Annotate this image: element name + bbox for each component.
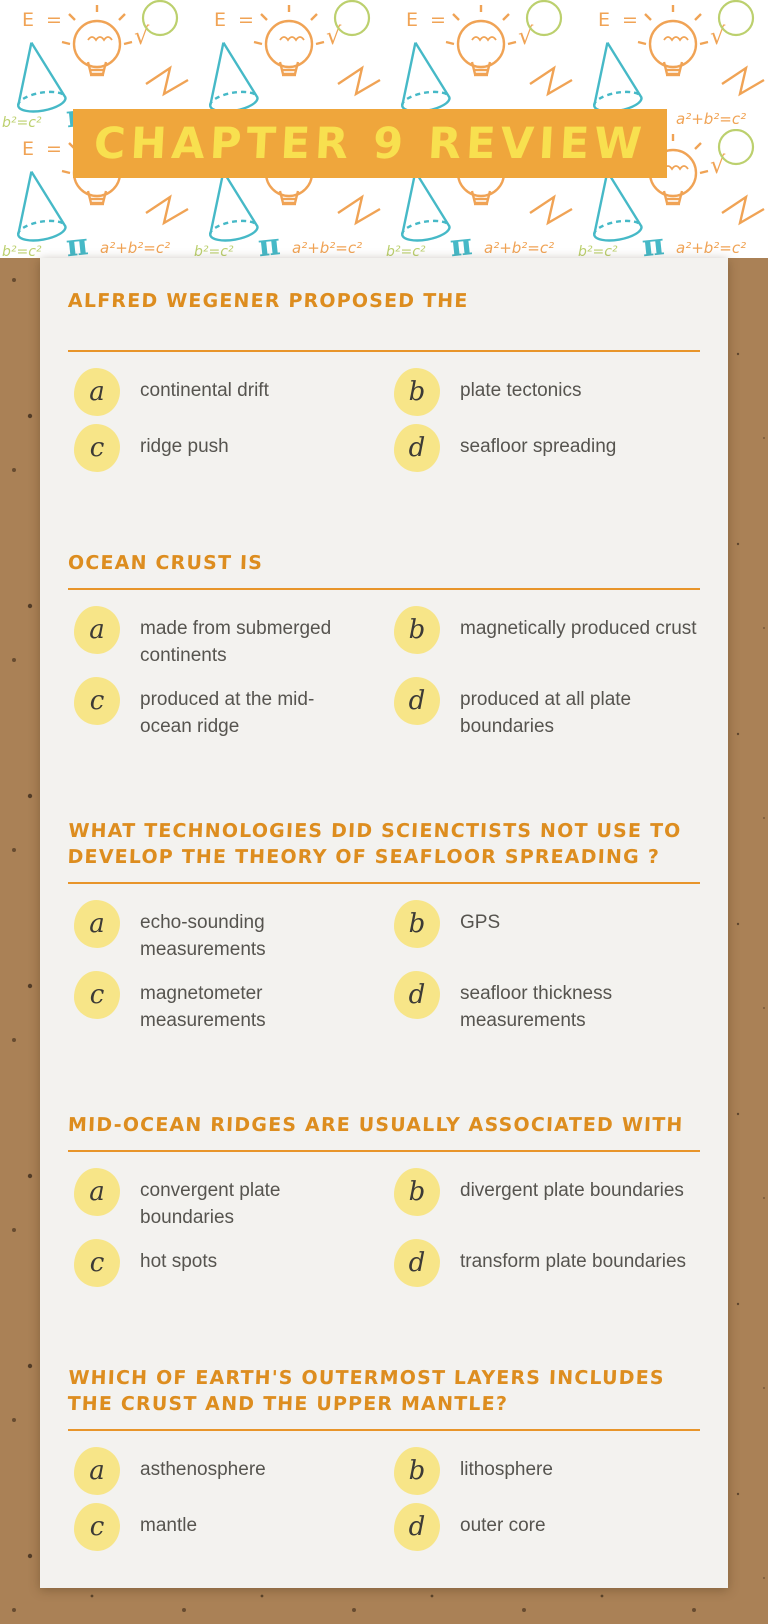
option-letter: b xyxy=(408,909,426,939)
options-grid xyxy=(74,900,700,1034)
option-label: produced at the mid-ocean ridge xyxy=(140,689,315,737)
options-grid xyxy=(74,606,700,740)
question-divider xyxy=(68,882,700,884)
question-title: WHICH OF EARTH'S OUTERMOST LAYERS INCLUDES THE CRUST AND THE UPPER MANTLE? xyxy=(67,1367,666,1415)
option-letter-badge xyxy=(74,1503,120,1551)
option-a[interactable] xyxy=(74,368,374,416)
option-letter-badge xyxy=(74,424,120,472)
option-letter-badge xyxy=(394,368,440,416)
option-letter-badge xyxy=(394,971,440,1019)
option-label: ridge push xyxy=(140,436,229,457)
option-d[interactable] xyxy=(394,677,700,740)
title-banner xyxy=(73,109,667,178)
option-c[interactable] xyxy=(74,971,374,1034)
page-title: CHAPTER 9 REVIEW xyxy=(92,118,648,169)
option-c[interactable] xyxy=(74,1503,374,1551)
option-letter-badge xyxy=(74,368,120,416)
question-title: MID-OCEAN RIDGES ARE USUALLY ASSOCIATED WITH xyxy=(67,1114,684,1136)
kraft-background xyxy=(0,258,768,1624)
option-letter: a xyxy=(89,1177,105,1207)
option-letter: d xyxy=(408,1512,426,1542)
option-letter-badge xyxy=(394,1503,440,1551)
question-divider xyxy=(68,1150,700,1152)
question-block-1 xyxy=(68,288,700,472)
option-c[interactable] xyxy=(74,1239,374,1287)
option-letter-badge xyxy=(74,1447,120,1495)
option-letter: a xyxy=(89,909,105,939)
option-label: divergent plate boundaries xyxy=(460,1180,684,1201)
option-letter-badge xyxy=(394,900,440,948)
option-label: convergent plate boundaries xyxy=(140,1180,281,1228)
question-title: OCEAN CRUST IS xyxy=(67,552,264,574)
option-letter-badge xyxy=(74,1239,120,1287)
options-grid xyxy=(74,1168,700,1287)
question-title: ALFRED WEGENER PROPOSED THE xyxy=(67,290,469,312)
worksheet-card xyxy=(40,258,728,1588)
options-grid xyxy=(74,1447,700,1551)
option-label: continental drift xyxy=(140,380,269,401)
option-letter-badge xyxy=(394,606,440,654)
option-letter: c xyxy=(89,980,105,1010)
option-a[interactable] xyxy=(74,1447,374,1495)
option-letter: d xyxy=(408,686,426,716)
option-label: lithosphere xyxy=(460,1459,553,1480)
option-d[interactable] xyxy=(394,424,700,472)
option-c[interactable] xyxy=(74,424,374,472)
question-block-5 xyxy=(68,1365,700,1551)
question-divider xyxy=(68,1429,700,1431)
option-label: echo-sounding measurements xyxy=(140,912,266,960)
option-d[interactable] xyxy=(394,1239,700,1287)
option-label: seafloor spreading xyxy=(460,436,617,457)
option-letter: b xyxy=(408,1456,426,1486)
option-letter: d xyxy=(408,980,426,1010)
option-a[interactable] xyxy=(74,1168,374,1231)
option-letter-badge xyxy=(394,1239,440,1287)
option-c[interactable] xyxy=(74,677,374,740)
option-label: made from submerged continents xyxy=(140,618,332,666)
option-a[interactable] xyxy=(74,606,374,669)
options-grid xyxy=(74,368,700,472)
question-divider xyxy=(68,350,700,352)
option-label: mantle xyxy=(140,1515,198,1536)
question-block-2 xyxy=(68,550,700,740)
option-label: magnetometer measurements xyxy=(140,983,266,1031)
header xyxy=(0,0,768,258)
option-label: GPS xyxy=(460,912,501,933)
option-a[interactable] xyxy=(74,900,374,963)
question-block-4 xyxy=(68,1112,700,1287)
option-letter: d xyxy=(408,433,426,463)
option-letter: c xyxy=(89,1512,105,1542)
option-label: hot spots xyxy=(140,1251,218,1272)
question-block-3 xyxy=(68,818,700,1034)
option-label: transform plate boundaries xyxy=(460,1251,687,1272)
option-b[interactable] xyxy=(394,606,700,669)
option-d[interactable] xyxy=(394,971,700,1034)
option-letter-badge xyxy=(74,606,120,654)
option-letter-badge xyxy=(74,1168,120,1216)
option-letter: c xyxy=(89,1248,105,1278)
option-letter-badge xyxy=(394,1168,440,1216)
option-letter: d xyxy=(408,1248,426,1278)
option-letter-badge xyxy=(394,424,440,472)
question-title: WHAT TECHNOLOGIES DID SCIENCTISTS NOT USE TO DEVELOP THE THEORY OF SEAFLOOR SPREADING ? xyxy=(67,820,682,868)
option-b[interactable] xyxy=(394,368,700,416)
option-d[interactable] xyxy=(394,1503,700,1551)
option-b[interactable] xyxy=(394,900,700,963)
option-label: produced at all plate boundaries xyxy=(460,689,632,737)
option-letter-badge xyxy=(74,900,120,948)
option-letter-badge xyxy=(74,677,120,725)
option-label: asthenosphere xyxy=(140,1459,266,1480)
option-letter: c xyxy=(89,433,105,463)
option-letter: b xyxy=(408,615,426,645)
option-letter: a xyxy=(89,377,105,407)
option-letter: b xyxy=(408,377,426,407)
option-label: magnetically produced crust xyxy=(460,618,697,639)
option-letter-badge xyxy=(74,971,120,1019)
option-b[interactable] xyxy=(394,1168,700,1231)
option-letter: a xyxy=(89,1456,105,1486)
option-label: seafloor thickness measurements xyxy=(460,983,613,1031)
option-letter: a xyxy=(89,615,105,645)
option-label: outer core xyxy=(460,1515,546,1536)
option-letter: b xyxy=(408,1177,426,1207)
question-divider xyxy=(68,588,700,590)
option-letter-badge xyxy=(394,1447,440,1495)
option-label: plate tectonics xyxy=(460,380,582,401)
option-letter: c xyxy=(89,686,105,716)
option-letter-badge xyxy=(394,677,440,725)
option-b[interactable] xyxy=(394,1447,700,1495)
